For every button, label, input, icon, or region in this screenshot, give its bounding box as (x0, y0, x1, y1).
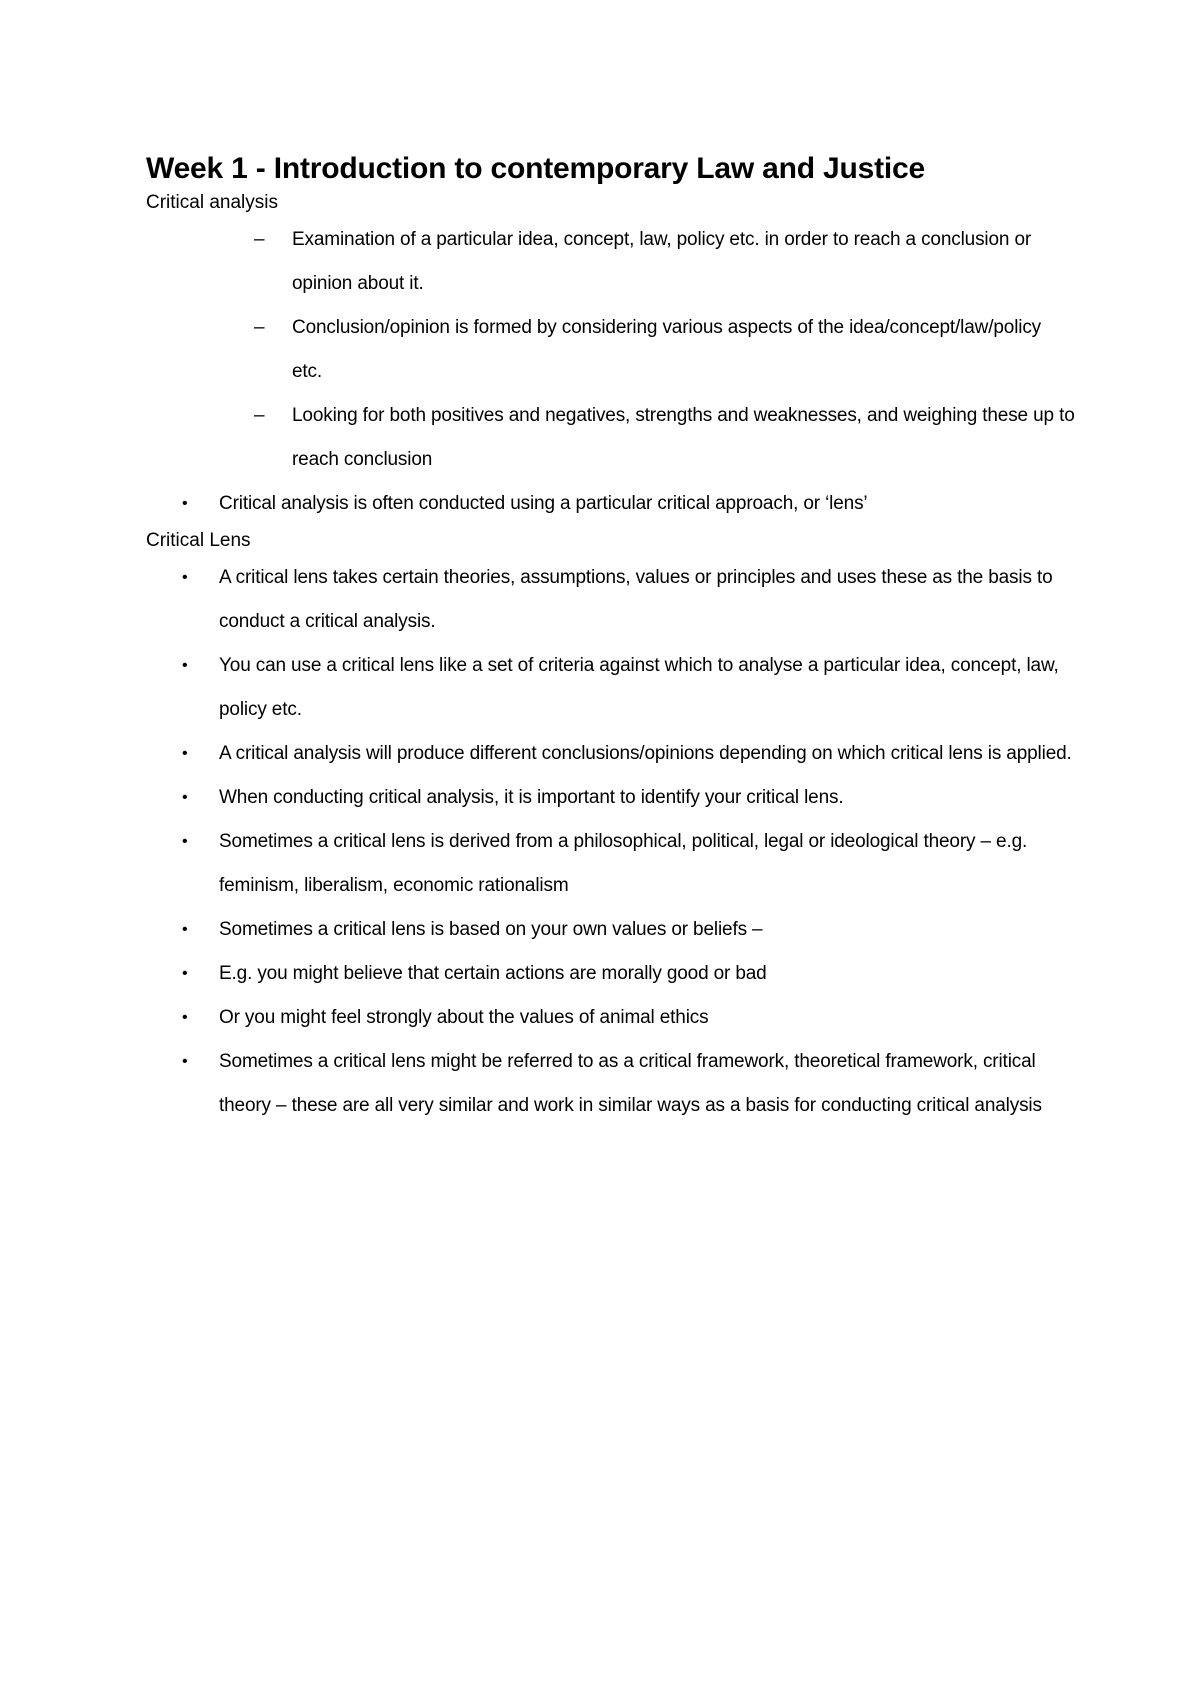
bullet-marker: • (182, 1053, 188, 1070)
page-title: Week 1 - Introduction to contemporary Law and Justice (146, 152, 925, 185)
list-item-text: When conducting critical analysis, it is important to identify your critical lens. (219, 787, 844, 808)
bullet-marker: • (182, 657, 188, 674)
list-item (146, 1040, 1076, 1128)
list-item (146, 306, 1076, 394)
dash-marker: – (254, 229, 265, 250)
list-item (146, 556, 1076, 644)
list-item (146, 908, 1076, 952)
dash-marker: – (254, 405, 265, 426)
list-item-text: You can use a critical lens like a set of criteria against which to analyse a particular idea, concept, law, policy etc. (219, 655, 1059, 720)
list-item (146, 820, 1076, 908)
dash-marker: – (254, 317, 265, 338)
bullet-marker: • (182, 1009, 188, 1026)
list-item-text: A critical lens takes certain theories, assumptions, values or principles and uses these as the basis to conduct a critical analysis. (219, 567, 1053, 632)
list-item (146, 996, 1076, 1040)
list-item (146, 218, 1076, 306)
list-item-text: Examination of a particular idea, concept, law, policy etc. in order to reach a conclusion or opinion about it. (292, 229, 1032, 294)
bullet-marker: • (182, 921, 188, 938)
list-item-text: Critical analysis is often conducted using a particular critical approach, or ‘lens’ (219, 493, 868, 514)
list-item (146, 952, 1076, 996)
list-item-text: E.g. you might believe that certain actions are morally good or bad (219, 963, 767, 984)
critical-analysis-bullet-list (146, 482, 1076, 526)
document-content (146, 150, 1076, 1128)
bullet-marker: • (182, 495, 188, 512)
bullet-marker: • (182, 789, 188, 806)
list-item (146, 482, 1076, 526)
list-item-text: Or you might feel strongly about the values of animal ethics (219, 1007, 709, 1028)
critical-analysis-dash-list (146, 218, 1076, 482)
critical-lens-bullet-list (146, 556, 1076, 1128)
bullet-marker: • (182, 965, 188, 982)
section-heading-critical-lens: Critical Lens (146, 530, 251, 551)
list-item (146, 732, 1076, 776)
list-item-text: Conclusion/opinion is formed by considering various aspects of the idea/concept/law/policy etc. (292, 317, 1042, 382)
list-item-text: Sometimes a critical lens is based on your own values or beliefs – (219, 919, 763, 940)
bullet-marker: • (182, 569, 188, 586)
section-heading-critical-analysis: Critical analysis (146, 192, 278, 213)
list-item (146, 776, 1076, 820)
list-item (146, 394, 1076, 482)
list-item-text: Sometimes a critical lens might be referred to as a critical framework, theoretical framework, critical theory – these are all very similar and work in similar ways as a basis for conducting critical analysis (219, 1051, 1042, 1116)
list-item-text: A critical analysis will produce different conclusions/opinions depending on which critical lens is applied. (219, 743, 1072, 764)
bullet-marker: • (182, 745, 188, 762)
list-item-text: Sometimes a critical lens is derived from a philosophical, political, legal or ideological theory – e.g. feminism, liberalism, economic rationalism (219, 831, 1028, 896)
list-item (146, 644, 1076, 732)
bullet-marker: • (182, 833, 188, 850)
list-item-text: Looking for both positives and negatives, strengths and weaknesses, and weighing these up to reach conclusion (292, 405, 1075, 470)
